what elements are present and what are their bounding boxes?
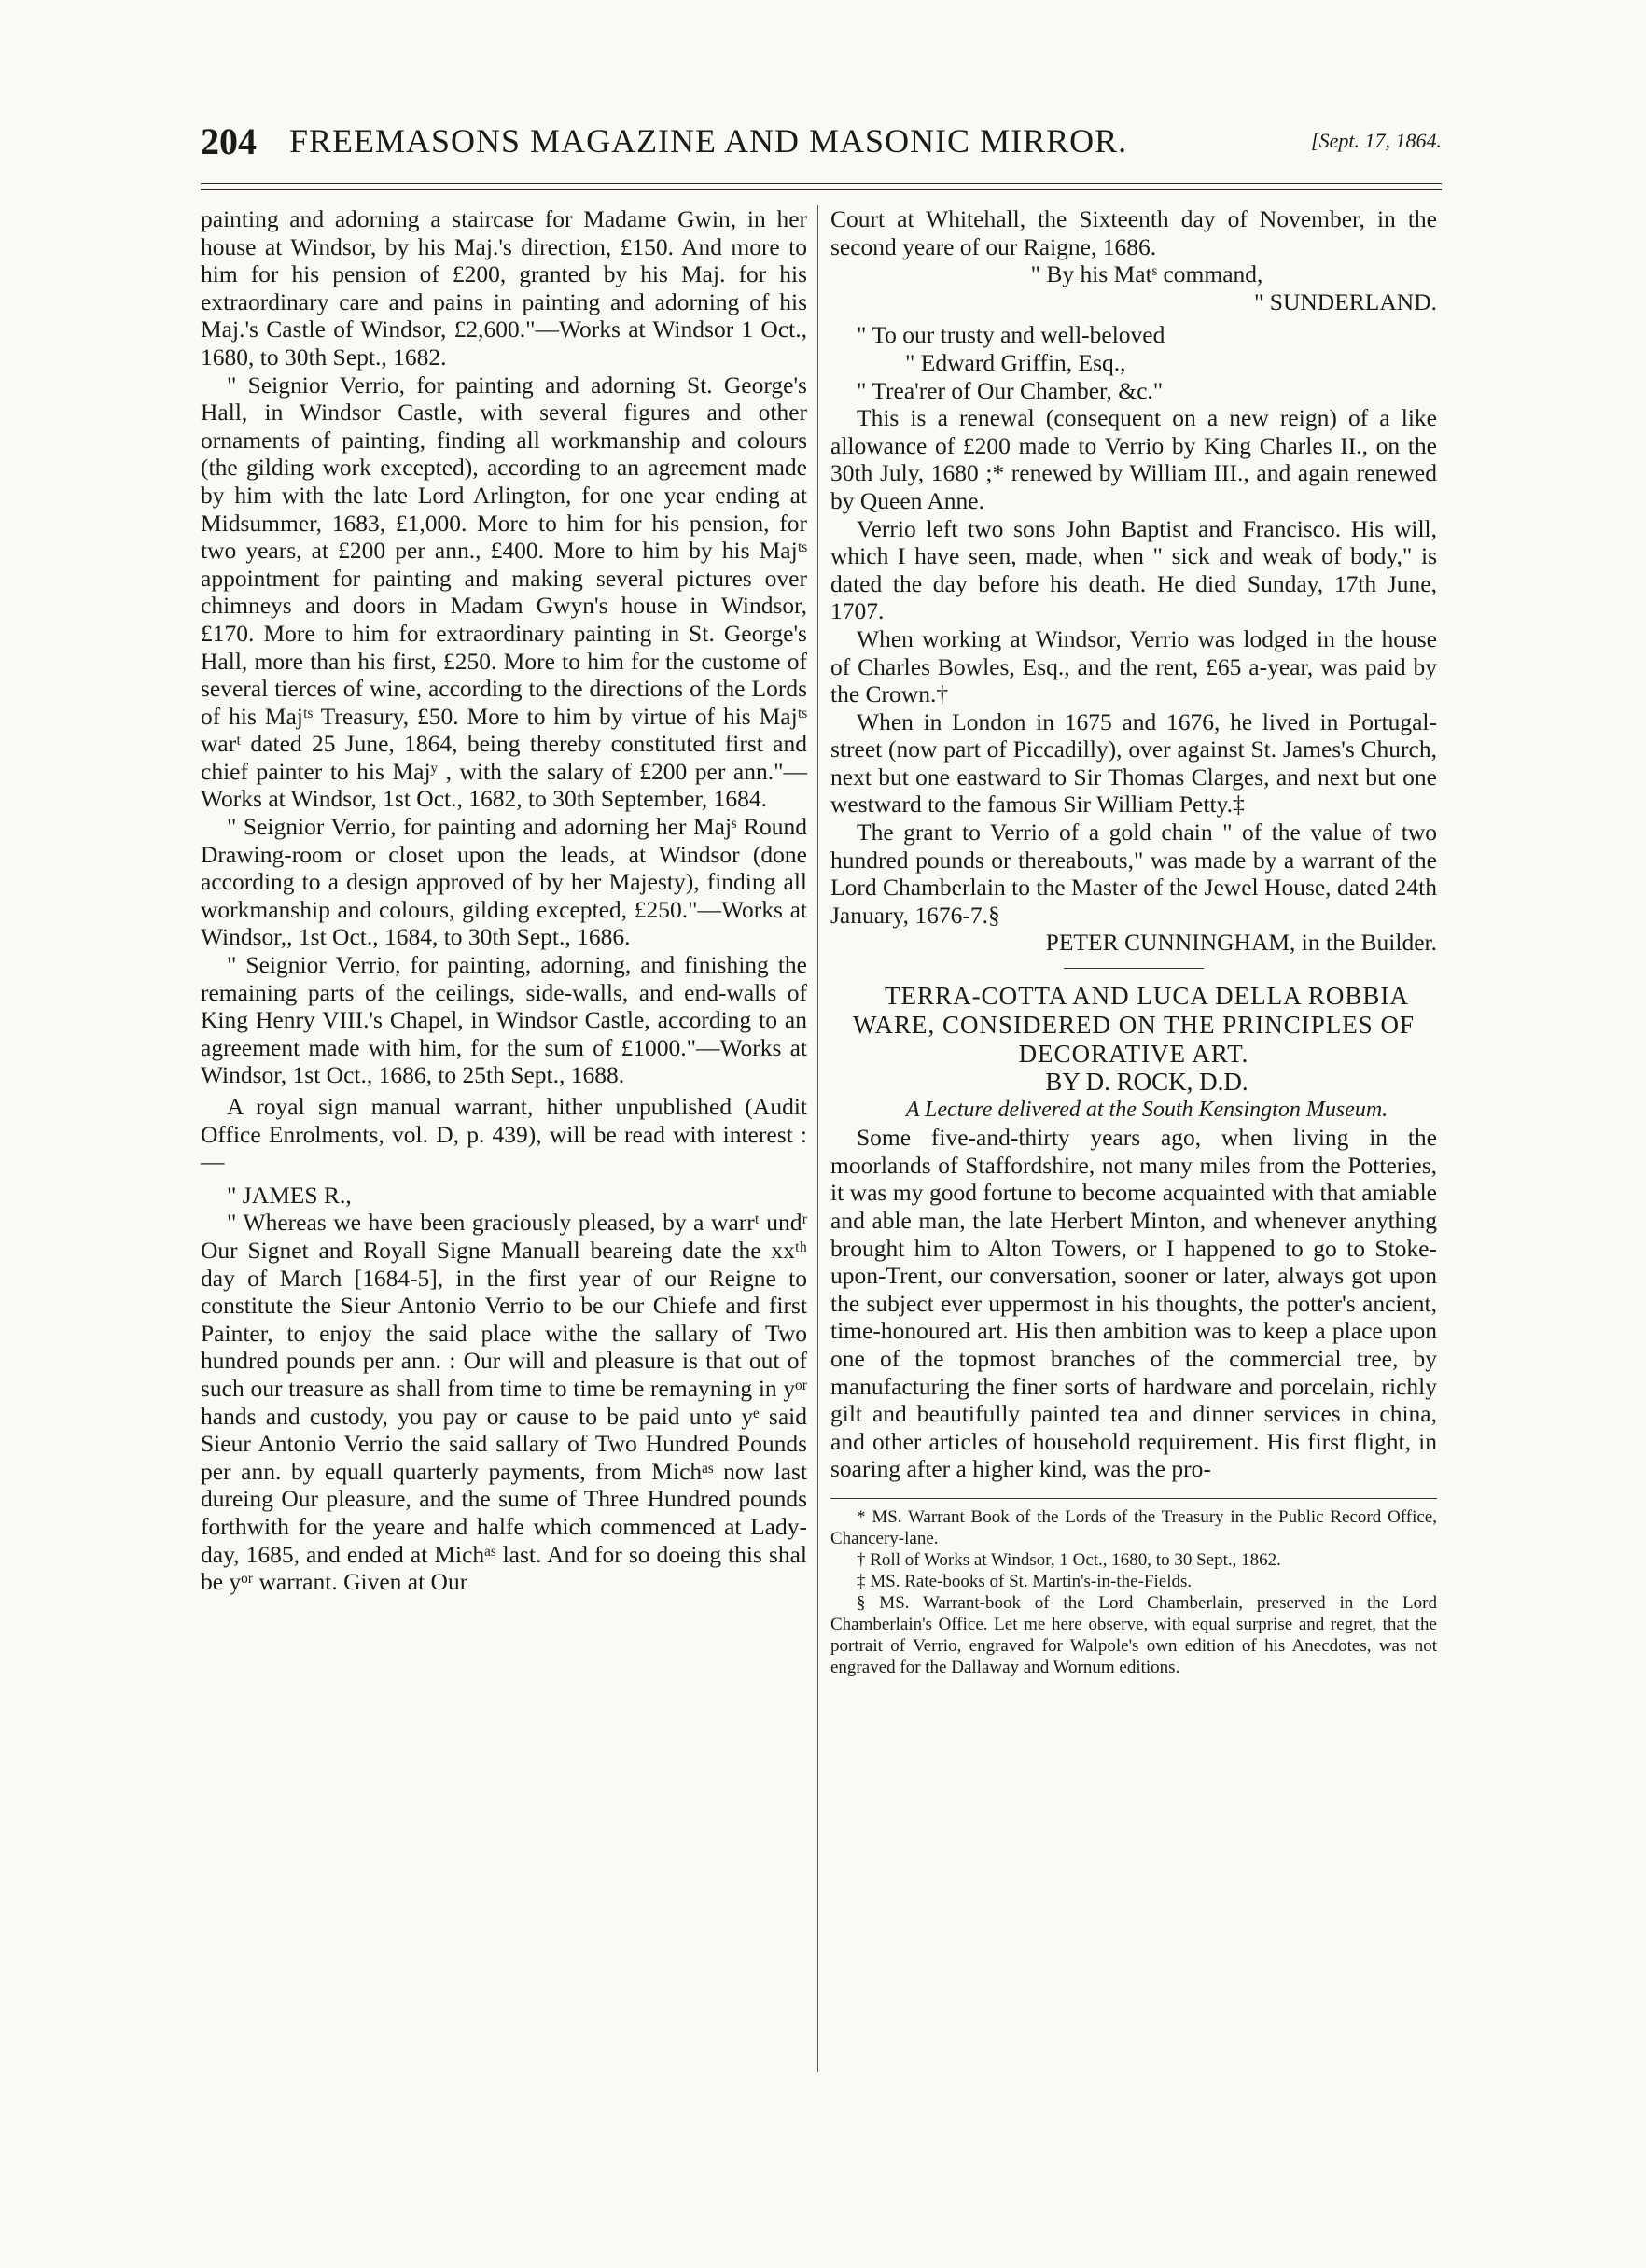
footnote: § MS. Warrant-book of the Lord Chamberlain, preserved in the Lord Chamberlain's Office. Let me here observe, with equal surprise and regret, that the portrait of Verrio, engraved for Walpole's own edition of his Anecdotes, was not engraved for the Dallaway and Wornum editions. (830, 1592, 1437, 1677)
right-column (830, 205, 1437, 1678)
page-number: 204 (201, 120, 257, 162)
address-line: " To our trusty and well-beloved (857, 321, 1165, 349)
paragraph: This is a renewal (consequent on a new reign) of a like allowance of £200 made to Verrio by King Charles II., on the 30th July, 1680 ;* renewed by William III., and again renewed by Queen Anne. (830, 404, 1437, 514)
article-body: Some five-and-thirty years ago, when living in the moorlands of Staffordshire, not many miles from the Potteries, it was my good fortune to become acquainted with that amiable and able man, the late Herbert Minton, and whenever anything brought him to Alton Towers, or I happened to go to Stoke-upon-Trent, our conversation, sooner or later, always got upon the subject ever uppermost in his thoughts, the potter's ancient, time-honoured art. His then ambition was to keep a place upon one of the topmost branches of the commercial tree, by manufacturing the finer sorts of hardware and porcelain, richly gilt and beautifully painted tea and dinner services in china, and other articles of household requirement. His first flight, in soaring after a higher kind, was the pro- (830, 1124, 1437, 1483)
footnote: ‡ MS. Rate-books of St. Martin's-in-the-Fields. (857, 1571, 1193, 1591)
article-subtitle: A Lecture delivered at the South Kensington Museum. (905, 1097, 1388, 1122)
footnote: * MS. Warrant Book of the Lords of the Treasury in the Public Record Office, Chancery-lane. (830, 1506, 1437, 1548)
paragraph: " Seignior Verrio, for painting, adorning, and finishing the remaining parts of the ceilings, side-walls, and end-walls of King Henry VIII.'s Chapel, in Windsor Castle, according to an agreement made with him, for the sum of £1000."—Works at Windsor, 1st Oct., 1686, to 25th Sept., 1688. (201, 951, 807, 1089)
paragraph: painting and adorning a staircase for Madame Gwin, in her house at Windsor, by his Maj.'s direction, £150. And more to him for his pension of £200, granted by his Maj. for his extraordinary care and pains in painting and adorning of his Maj.'s Castle of Windsor, £2,600."—Works at Windsor 1 Oct., 1680, to 30th Sept., 1682. (201, 205, 807, 371)
paragraph: " Seignior Verrio, for painting and adorning St. George's Hall, in Windsor Castle, with several figures and other ornaments of painting, finding all workmanship and colours (the gilding work excepted), according to an agreement made by him with the late Lord Arlington, for one year ending at Midsummer, 1683, £1,000. More to him for his pension, for two years, at £200 per ann., £400. More to him by his Majᵗˢ appointment for painting and making several pictures over chimneys and doors in Madam Gwyn's house in Windsor, £170. More to him for extraordinary painting in St. George's Hall, more than his first, £250. More to him for the custome of several tierces of wine, according to the directions of the Lords of his Majᵗˢ Treasury, £50. More to him by virtue of his Majᵗˢ warᵗ dated 25 June, 1864, being thereby constituted first and chief painter to his Majʸ , with the salary of £200 per ann."—Works at Windsor, 1st Oct., 1682, to 30th September, 1684. (201, 371, 807, 813)
address-line: " Edward Griffin, Esq., (905, 348, 1126, 376)
article-title: TERRA-COTTA AND LUCA DELLA ROBBIA WARE, CONSIDERED ON THE PRINCIPLES OF DECORATIVE ART. (852, 982, 1416, 1069)
article-byline: BY D. ROCK, D.D. (1045, 1068, 1248, 1097)
warrant-close: Court at Whitehall, the Sixteenth day of November, in the second yeare of our Raigne, 1686. (830, 205, 1437, 260)
column-divider (817, 205, 818, 2072)
paragraph: When in London in 1675 and 1676, he lived in Portugal-street (now part of Piccadilly), over against St. James's Church, next but one eastward to Sir Thomas Clarges, and next but one westward to the famous Sir William Petty.‡ (830, 707, 1437, 819)
author-signature: PETER CUNNINGHAM, in the Builder. (1045, 929, 1437, 957)
command-line: " By his Matˢ command, (1030, 260, 1263, 288)
section-rule (1064, 968, 1204, 969)
header-rule (201, 183, 1442, 190)
running-title: FREEMASONS MAGAZINE AND MASONIC MIRROR. (289, 122, 1128, 160)
paragraph: A royal sign manual warrant, hither unpublished (Audit Office Enrolments, vol. D, p. 439), will be read with interest :— (201, 1093, 807, 1176)
footnote-rule (830, 1498, 1437, 1499)
footnote: † Roll of Works at Windsor, 1 Oct., 1680, to 30 Sept., 1862. (857, 1549, 1281, 1570)
paragraph: Verrio left two sons John Baptist and Francisco. His will, which I have seen, made, when " sick and weak of body," is dated the day before his death. He died Sunday, 17th June, 1707. (830, 514, 1437, 625)
paragraph: " Seignior Verrio, for painting and adorning her Majˢ Round Drawing-room or closet upon the leads, at Windsor (done according to a design approved of by her Majesty), finding all workmanship and colours, gilding excepted, £250."—Works at Windsor,, 1st Oct., 1684, to 30th Sept., 1686. (201, 813, 807, 951)
paragraph: When working at Windsor, Verrio was lodged in the house of Charles Bowles, Esq., and the rent, £65 a-year, was paid by the Crown.† (830, 624, 1437, 708)
address-line: " Trea'rer of Our Chamber, &c." (857, 376, 1164, 404)
warrant-opening: " JAMES R., (227, 1181, 352, 1209)
signatory: " SUNDERLAND. (1254, 287, 1437, 315)
issue-date: [Sept. 17, 1864. (1311, 129, 1442, 152)
page-header (201, 119, 1442, 166)
warrant-body: " Whereas we have been graciously pleased, by a warrᵗ undʳ Our Signet and Royall Signe Manuall beareing date the xxᵗʰ day of March [1684-5], in the first year of our Reigne to constitute the Sieur Antonio Verrio to be our Chiefe and first Painter, to enjoy the said place withe the sallary of Two hundred pounds per ann. : Our will and pleasure is that out of such our treasure as shall from time to time be remayning in yᵒʳ hands and custody, you pay or cause to be paid unto yᵉ said Sieur Antonio Verrio the said sallary of Two Hundred Pounds per ann. by equall quarterly payments, from Michᵃˢ now last dureing Our pleasure, and the sume of Three Hundred pounds forthwith for the yeare and halfe which commenced at Lady-day, 1685, and ended at Michᵃˢ last. And for so doeing this shal be yᵒʳ warrant. Given at Our (201, 1209, 807, 1596)
paragraph: The grant to Verrio of a gold chain " of the value of two hundred pounds or thereabouts," was made by a warrant of the Lord Chamberlain to the Master of the Jewel House, dated 24th January, 1676-7.§ (830, 819, 1437, 929)
left-column (201, 205, 807, 1596)
